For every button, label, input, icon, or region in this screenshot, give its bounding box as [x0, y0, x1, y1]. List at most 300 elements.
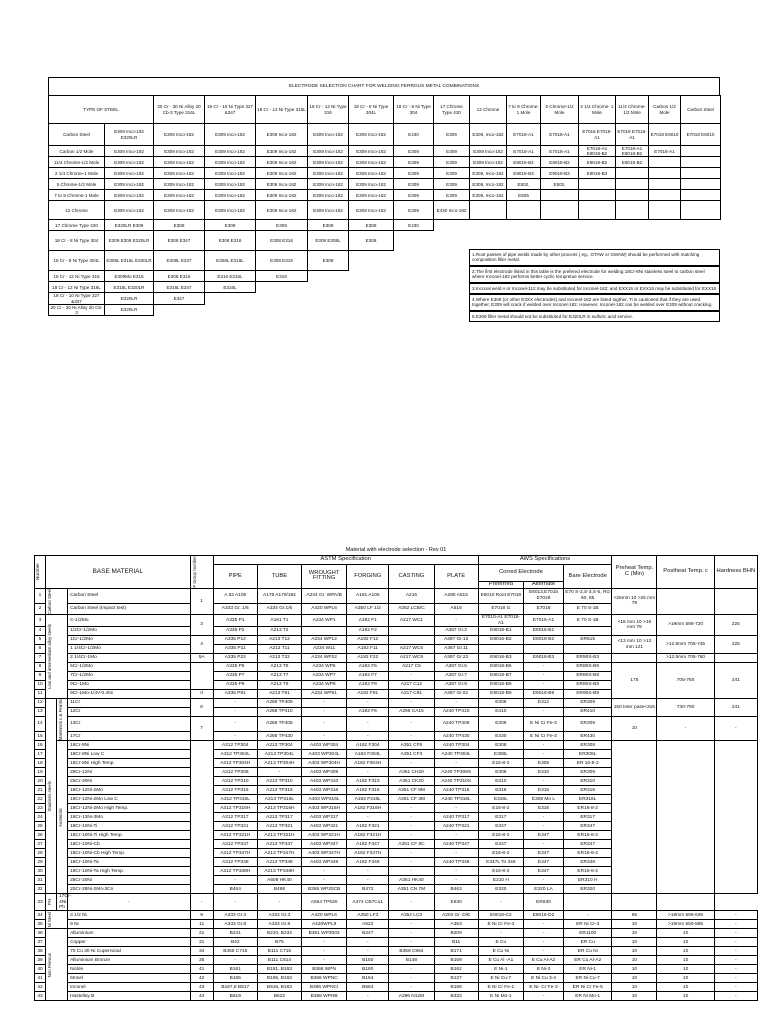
spec-cell: A403 WP317 — [302, 813, 347, 822]
col-forging: FORGING — [347, 565, 389, 589]
col-preferred: Preferred — [478, 581, 523, 588]
preheat-cell: 10 — [612, 717, 657, 741]
hardness-cell: 241 — [714, 699, 757, 717]
spec-cell: - — [302, 867, 347, 876]
spec-cell: A240 TP309S — [434, 768, 478, 777]
spec-cell: - — [190, 894, 213, 911]
chart1-cell: E308 — [308, 251, 349, 271]
chart1-cell — [507, 231, 541, 251]
chart1-cell: E7018-A1 — [649, 146, 681, 157]
spec-cell: A268 TP409 — [257, 699, 301, 708]
chart1-cell — [256, 282, 308, 293]
spec-cell: A182 F347 — [347, 840, 389, 849]
base-material-name: 18Cr-8Ni — [68, 741, 191, 750]
spec-cell: - — [434, 804, 478, 813]
chart1-cell — [681, 168, 721, 179]
postheat-cell: 10 — [657, 974, 714, 983]
spec-cell: A240 TP348 — [434, 858, 478, 867]
spec-cell: E16-8-2 — [478, 759, 523, 768]
table-row — [35, 588, 758, 603]
spec-cell: - — [523, 672, 563, 681]
spec-cell: - — [389, 699, 434, 708]
chart1-cell: E7018 E6010 — [681, 124, 721, 146]
spec-cell: A182 F6 — [347, 708, 389, 717]
table-row — [35, 636, 758, 645]
chart1-cell: E309 — [308, 220, 349, 231]
spec-cell: A335 P1 — [213, 615, 257, 627]
spec-cell: ER 16-8-2 — [564, 759, 612, 768]
chart1-cell — [349, 282, 394, 293]
spec-cell: B472 — [347, 885, 389, 894]
spec-cell: E310 — [523, 768, 563, 777]
chart1-cell: E7018-A1 E8018-B2 — [616, 146, 649, 157]
spec-cell: A234 WP1 — [302, 615, 347, 627]
spec-cell: - — [523, 822, 563, 831]
spec-cell: A335 P12 — [213, 636, 257, 645]
postheat-cell — [612, 894, 657, 911]
row-number: 41 — [35, 974, 46, 983]
chart1-cell: E309 — [434, 168, 470, 179]
spec-cell: A217 WC9 — [389, 654, 434, 663]
chart1-cell: E8018-B2 — [616, 157, 649, 168]
spec-cell: - — [523, 813, 563, 822]
chart1-header-cell: 18 Cr - 8 Ni Type 304 — [394, 96, 434, 124]
preheat-cell: 10 — [612, 965, 657, 974]
spec-cell: A217 C12 — [389, 681, 434, 690]
col-hardness: Hardness BHN — [714, 556, 757, 589]
p-group-number: 6 — [190, 699, 213, 717]
postheat-cell: >19mm 595-720 — [657, 615, 714, 636]
spec-cell: E320 LA — [523, 885, 563, 894]
spec-cell: A 53 A106 — [213, 588, 257, 603]
chart1-cell: E7018 E7018-A1 — [579, 124, 616, 146]
hardness-cell: 225 — [714, 636, 757, 654]
chart1-cell — [579, 201, 616, 220]
row-number: 5 — [35, 636, 46, 645]
spec-cell: A312 TP304H — [213, 759, 257, 768]
chart1-cell: E316 E316L — [205, 271, 256, 282]
spec-cell: E630 — [434, 894, 478, 911]
postheat-cell: 730-790 — [657, 699, 714, 717]
p-group-number — [190, 741, 213, 894]
chart1-cell: E309 Inco-182 — [205, 168, 256, 179]
spec-cell: B468 — [257, 885, 301, 894]
spec-cell: - — [302, 699, 347, 708]
preheat-cell: 175 — [612, 663, 657, 699]
spec-cell: E 70 S-1B — [564, 615, 612, 627]
spec-cell: B622 — [257, 992, 301, 1001]
spec-cell: ER309 — [564, 717, 612, 732]
group-label-ni-steel: Ni Steel — [46, 911, 68, 929]
spec-cell: A387 Gr.91 — [434, 690, 478, 699]
chart1-cell — [541, 231, 579, 251]
spec-cell: A564 TP630 — [302, 894, 347, 911]
spec-cell: E Cu Al-A2 — [523, 956, 563, 965]
spec-cell: A234 W11 — [302, 645, 347, 654]
spec-cell: - — [523, 681, 563, 690]
chart1-row-label: 18 Cr - 12 Ni Type 316L — [49, 282, 105, 293]
row-number: 7 — [35, 654, 46, 663]
row-number: 25 — [35, 822, 46, 831]
row-number: 1 — [35, 588, 46, 603]
spec-cell: B150 — [347, 956, 389, 965]
chart1-cell: E309 Inco-182 — [256, 124, 308, 146]
spec-cell — [389, 636, 434, 645]
chart1-cell — [616, 190, 649, 201]
spec-cell: A351 CH20 — [389, 768, 434, 777]
spec-cell: A403 WP316L — [302, 795, 347, 804]
spec-cell: - — [347, 717, 389, 732]
chart1-cell — [394, 293, 434, 304]
spec-cell: A352 LC3 — [389, 911, 434, 920]
spec-cell: B111 C614 — [257, 956, 301, 965]
p-group-number: 35 — [190, 956, 213, 965]
spec-cell: A182 F1 — [347, 615, 389, 627]
row-number: 16 — [35, 741, 46, 750]
p-group-number — [190, 663, 213, 690]
spec-cell: A312 TP347 — [213, 840, 257, 849]
col-pipe: PIPE — [213, 565, 257, 589]
spec-cell: ER316 — [564, 786, 612, 795]
chart1-cell: E309, Inco-182 — [470, 168, 507, 179]
spec-cell: A213 TP304L — [257, 750, 301, 759]
spec-cell: - — [302, 717, 347, 732]
spec-cell: ER347 — [564, 822, 612, 831]
spec-cell: - — [213, 708, 257, 717]
chart1-row — [49, 190, 721, 201]
subgroup-label-ph: PH — [46, 894, 57, 911]
row-number: 28 — [35, 849, 46, 858]
col-postheat: Postheat Temp. c — [657, 556, 714, 589]
base-material-name: 25Cr-20Ni — [68, 777, 191, 786]
spec-cell: E308 — [523, 759, 563, 768]
chart1-cell: E502, — [541, 179, 579, 190]
spec-cell: A335 P9 — [213, 681, 257, 690]
hardness-cell: - — [714, 947, 757, 956]
chart1-cell: E309 — [394, 179, 434, 190]
spec-cell: B564 — [347, 983, 389, 992]
spec-cell: A234 WP22 — [302, 654, 347, 663]
row-number: 22 — [35, 795, 46, 804]
spec-cell: ER310 H — [564, 876, 612, 885]
chart1-cell — [616, 201, 649, 220]
chart1-cell: E320LR — [105, 293, 154, 304]
chart1-cell: E430 Inco-182 — [434, 201, 470, 220]
spec-cell: E8016-B2 — [478, 636, 523, 645]
row-number: 10 — [35, 681, 46, 690]
spec-cell: A333 Gr.3 — [213, 911, 257, 920]
spec-cell: E410 — [478, 708, 523, 717]
spec-cell: A182 F316L — [347, 795, 389, 804]
spec-cell: A182 F91 — [347, 690, 389, 699]
spec-cell: B127 — [434, 974, 478, 983]
spec-cell: A217 WC6 — [389, 645, 434, 654]
chart1-cell — [394, 271, 434, 282]
hardness-cell: - — [714, 938, 757, 947]
chart1-cell — [649, 157, 681, 168]
chart1-cell — [616, 231, 649, 251]
chart1-cell: E316L E347 — [154, 282, 205, 293]
spec-cell: A387 Gr.7 — [434, 672, 478, 681]
spec-cell: A522 — [347, 920, 389, 929]
spec-cell: A161 T1 — [257, 615, 301, 627]
spec-cell: A217 WC1 — [389, 615, 434, 627]
chart1-header-cell: 18 Cr - 12 Ni Type 316L — [256, 96, 308, 124]
spec-cell: E8018-B6 — [478, 663, 523, 672]
hardness-cell: - — [714, 992, 757, 1001]
spec-cell: - — [347, 699, 389, 708]
spec-cell: A403 WP316H — [302, 804, 347, 813]
spec-cell: - — [213, 732, 257, 741]
spec-cell: A420WPL8 — [302, 920, 347, 929]
chart1-cell: E309 Inco-182 — [470, 146, 507, 157]
row-number: 4 — [35, 627, 46, 636]
hardness-cell — [714, 741, 757, 894]
spec-cell: - — [347, 768, 389, 777]
chart1-cell — [681, 179, 721, 190]
base-material-name: 3 1/2 Ni — [68, 911, 191, 920]
spec-cell: B167,8 B517 — [213, 983, 257, 992]
spec-cell: - — [389, 813, 434, 822]
spec-cell: A213 T91 — [257, 690, 301, 699]
spec-cell: A213 T9 — [257, 681, 301, 690]
chart1-row — [49, 201, 721, 220]
chart1-cell: E309 Inco-182 — [154, 168, 205, 179]
chart1-cell: E309 Inco-182 — [349, 157, 394, 168]
chart1-cell: E309 Inco-182 — [308, 146, 349, 157]
spec-cell: A182 F11 — [347, 645, 389, 654]
spec-cell: A182 F2 — [347, 627, 389, 636]
chart1-row-label: 17 Chrome Type 430 — [49, 220, 105, 231]
spec-cell: E347L To 346 — [478, 858, 523, 867]
spec-cell: A213 T2 — [257, 627, 301, 636]
chart1-header-cell: 17 Chrome Type 430 — [434, 96, 470, 124]
spec-cell: E309 — [478, 699, 523, 708]
spec-cell: ER Cu — [564, 938, 612, 947]
chart1-cell — [579, 231, 616, 251]
spec-cell: E316L — [478, 795, 523, 804]
spec-cell: - — [257, 768, 301, 777]
chart1-row — [49, 179, 721, 190]
preheat-cell — [564, 894, 612, 911]
spec-cell: - — [347, 992, 389, 1001]
spec-cell: A203 Gr. D/E — [434, 911, 478, 920]
spec-cell: A182 F321H — [347, 831, 389, 840]
postheat-cell — [657, 588, 714, 615]
chart1-cell: E309 Inco-182 — [308, 124, 349, 146]
chart1-cell — [349, 293, 394, 304]
chart1-title: ELECTRODE SELECTION CHART FOR WELDING FERROUS METAL COMBINATIONS — [48, 77, 720, 95]
spec-cell: ER90S-B3 — [564, 654, 612, 663]
spec-cell: A213 T22 — [257, 654, 301, 663]
hardness-cell — [714, 588, 757, 615]
row-number: 6 — [35, 645, 46, 654]
chart1-cell — [394, 304, 434, 315]
chart1-cell: E7018-A1 E8018-B2 — [579, 146, 616, 157]
group-label-stainless: Stainless steels — [46, 699, 57, 894]
chart1-cell: E309 — [394, 157, 434, 168]
spec-cell: B366 WPNCI — [302, 983, 347, 992]
spec-cell: ER309 — [564, 768, 612, 777]
chart1-cell: E309 Inco-182 — [349, 201, 394, 220]
row-number: 2 — [35, 603, 46, 615]
spec-cell: ER80S-B8 — [564, 681, 612, 690]
chart1-cell: E309 Inco-182 — [256, 168, 308, 179]
chart1-cell: E309 Inco-182 — [154, 201, 205, 220]
chart1-cell: E308 E316 — [154, 271, 205, 282]
spec-cell: A234 Gr. WPA/B — [302, 588, 347, 603]
spec-cell: A240 TP304 — [434, 741, 478, 750]
spec-cell: - — [389, 965, 434, 974]
chart1-row — [49, 157, 721, 168]
base-material-name: 18Cr-10Ni-Ta — [68, 858, 191, 867]
base-material-name: 11Cr — [68, 699, 191, 708]
chart1-cell: E8016-B2 — [507, 157, 541, 168]
preheat-cell: 10 — [612, 974, 657, 983]
spec-cell: - — [302, 938, 347, 947]
spec-cell: B165 — [213, 974, 257, 983]
spec-cell: ER80S-B8 — [564, 672, 612, 681]
table-row — [35, 654, 758, 663]
row-number: 39 — [35, 956, 46, 965]
spec-cell: E Ni Cr Fe-3 — [523, 732, 563, 741]
spec-cell: B619 — [213, 992, 257, 1001]
spec-cell — [564, 627, 612, 636]
chart1-cell: E7018 E7018-A1 — [616, 124, 649, 146]
preheat-cell: 10 — [612, 947, 657, 956]
spec-cell: - — [523, 992, 563, 1001]
chart1-header-cell: 7 to 9 Chrome-1 Mole — [507, 96, 541, 124]
chart1-cell: E309 Inco-182 — [349, 190, 394, 201]
spec-cell: E Ni- Cr Fe-3 — [523, 983, 563, 992]
chart1-cell: E320LR — [105, 304, 154, 315]
chart1-cell: E309 — [154, 220, 205, 231]
spec-cell: B464 — [213, 885, 257, 894]
chart1-cell — [349, 251, 394, 271]
spec-cell: ER410 — [564, 708, 612, 717]
spec-cell: ER Ni Cr Fe-5 — [564, 983, 612, 992]
spec-cell: E16-8-2 — [478, 849, 523, 858]
base-material-name: 18Cr-12Ni-2Mo High Temp. — [68, 804, 191, 813]
spec-cell: B160 — [347, 965, 389, 974]
col-wrought: WROUGHT FITTING — [302, 565, 347, 589]
spec-cell: - — [213, 876, 257, 885]
spec-cell: - — [389, 894, 434, 911]
chart1-cell: E309 Inco-182 — [308, 190, 349, 201]
chart1-cell: E309 Inco-182 E320LR — [105, 124, 154, 146]
spec-cell: E430 — [478, 732, 523, 741]
chart1-header-cell: 18 Cr - 10 Ni Type 327 &347 — [205, 96, 256, 124]
chart1-cell: E309 — [434, 146, 470, 157]
p-group-number: 9 — [190, 911, 213, 920]
spec-cell: A182 F12 — [347, 636, 389, 645]
spec-cell: A182 F347H — [347, 849, 389, 858]
spec-cell: E7015-A1 — [523, 615, 563, 627]
subgroup-label-martensitic: Martensiti c & Ferritic — [57, 699, 68, 741]
table-row — [35, 741, 758, 750]
spec-cell: A213 T12 — [257, 636, 301, 645]
chart1-cell: E309 Inco-182 — [205, 124, 256, 146]
spec-cell: B209 — [434, 929, 478, 938]
spec-cell: - — [389, 804, 434, 813]
chart1-row — [49, 146, 721, 157]
spec-cell: - — [434, 699, 478, 708]
hardness-cell: - — [714, 974, 757, 983]
spec-cell: ER515 — [564, 636, 612, 645]
chart1-cell: E309 E308 E320LR — [105, 231, 154, 251]
chart1-cell: E502, — [507, 179, 541, 190]
chart1-cell: E9018-B3 — [541, 168, 579, 179]
chart1-cell: E309 Inco-182 — [308, 179, 349, 190]
spec-cell: A351 HK40 — [389, 876, 434, 885]
preheat-cell: 10 — [612, 992, 657, 1001]
spec-cell: B165, B163 — [257, 974, 301, 983]
row-number: 27 — [35, 840, 46, 849]
spec-cell: - — [389, 983, 434, 992]
spec-cell: ER308L — [564, 750, 612, 759]
spec-cell: E Ni Cr Fe-1 — [478, 983, 523, 992]
base-material-name: 18Cr-10Ni-Cb — [68, 840, 191, 849]
chart1-cell — [507, 220, 541, 231]
chart1-cell — [507, 201, 541, 220]
spec-cell: A334 Gr.8 — [257, 920, 301, 929]
subgroup-label-austenitic: Austenitic — [57, 741, 68, 894]
chart1-cell — [308, 282, 349, 293]
spec-cell: A335 P22 — [213, 654, 257, 663]
spec-cell: - — [523, 663, 563, 672]
base-material-name: 1/2Cr-1/2Mo — [68, 627, 191, 636]
base-material-name: Monel — [68, 974, 191, 983]
spec-cell: A240 TP316 — [434, 786, 478, 795]
row-number: 43 — [35, 992, 46, 1001]
chart1-cell: E309 — [394, 168, 434, 179]
spec-cell: A216 — [389, 588, 434, 603]
chart1-cell: E309 — [434, 190, 470, 201]
postheat-cell: 10 — [657, 965, 714, 974]
spec-cell: - — [389, 732, 434, 741]
col-astm: ASTM Specification — [213, 556, 478, 565]
spec-cell: B366 WPN — [302, 965, 347, 974]
hardness-cell: 241 — [714, 663, 757, 699]
chart1-cell: E309 Inco-182 — [105, 168, 154, 179]
spec-cell: - — [347, 876, 389, 885]
hardness-cell: - — [714, 920, 757, 929]
chart1-row-label: 12 Chrome — [49, 201, 105, 220]
spec-cell: E70 S-2,S-3,S-5, RG 60, 65 — [564, 588, 612, 603]
postheat-cell: 10 — [657, 938, 714, 947]
row-number: 33 — [35, 894, 46, 911]
spec-cell — [389, 627, 434, 636]
spec-cell: A403 WP321H — [302, 831, 347, 840]
chart1-cell — [308, 293, 349, 304]
postheat-cell: 705-760 — [657, 663, 714, 699]
spec-cell: A217 C5 — [389, 663, 434, 672]
spec-cell: - — [347, 867, 389, 876]
col-number: Number — [35, 556, 46, 589]
spec-cell: E Ni Mo-1 — [478, 992, 523, 1001]
spec-cell: A387 Gr.22 — [434, 654, 478, 663]
spec-cell: A387 Gr.9 — [434, 681, 478, 690]
chart1-cell — [256, 304, 308, 315]
spec-cell: A403 WP348 — [302, 858, 347, 867]
spec-cell: A351 CF 8C — [389, 840, 434, 849]
spec-cell: A240 TP347 — [434, 840, 478, 849]
chart1-cell — [434, 251, 470, 271]
base-material-name: 18Cr-10Ni-Cb High Temp. — [68, 849, 191, 858]
chart1-cell: E309 Inco-182 — [256, 146, 308, 157]
spec-cell: E16-8-2 — [478, 831, 523, 840]
row-number: 32 — [35, 885, 46, 894]
